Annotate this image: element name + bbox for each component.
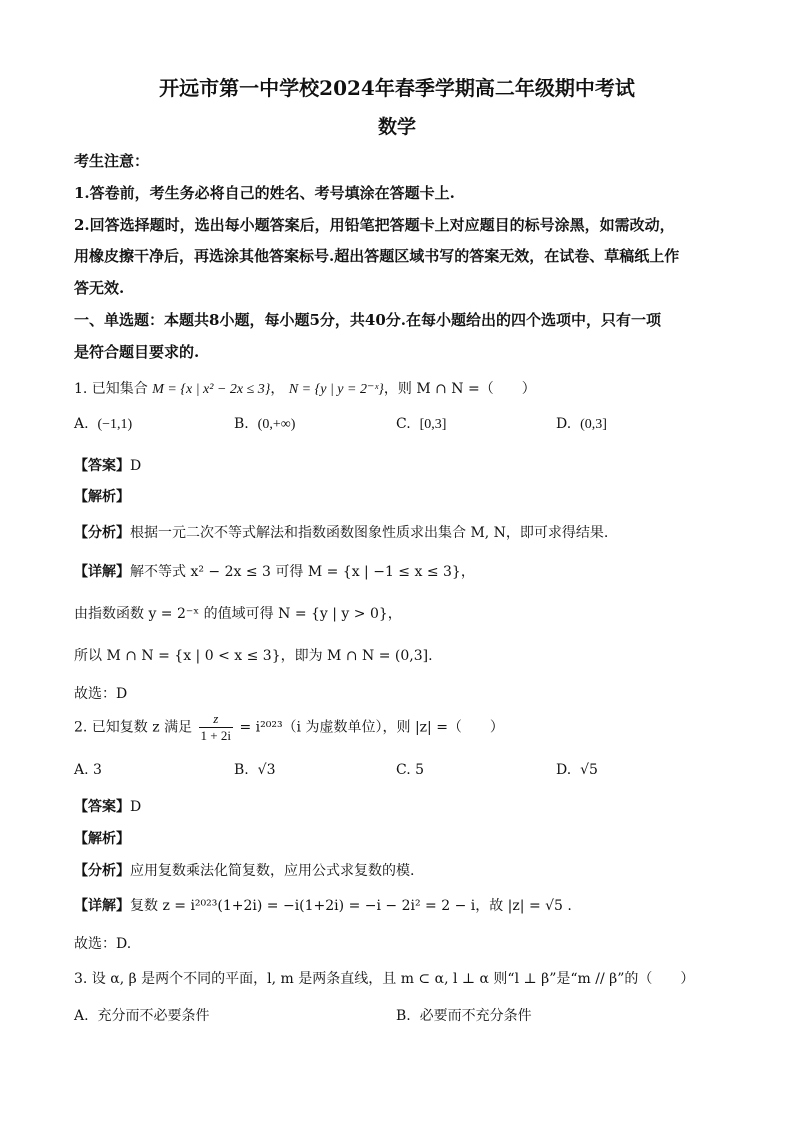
q3-option-b: B. 必要而不充分条件	[396, 1008, 532, 1024]
notice-item-2-line-1: 2.回答选择题时，选出每小题答案后，用铅笔把答题卡上对应题目的标号涂黑，如需改动，	[74, 216, 675, 234]
q1-option-a: A. (−1,1)	[74, 416, 133, 432]
q1-xiangjie-line-3: 所以 M ∩ N = {x | 0 < x ≤ 3}，即为 M ∩ N = (0,3].	[74, 648, 433, 664]
notice-item-1: 1.答卷前，考生务必将自己的姓名、考号填涂在答题卡上.	[74, 184, 455, 202]
q1-analysis-tag: 【解析】	[74, 489, 130, 505]
notice-item-2-line-2: 用橡皮擦干净后，再选涂其他答案标号.超出答题区域书写的答案无效，在试卷、草稿纸上作	[74, 247, 680, 265]
q1-xiangjie-line-1: 【详解】解不等式 x² − 2x ≤ 3 可得 M = {x | −1 ≤ x ≤ 3}，	[74, 564, 475, 580]
answer-tag: 【答案】	[74, 458, 130, 474]
q1-fenxi-line: 【分析】根据一元二次不等式解法和指数函数图象性质求出集合 M, N，即可求得结果.	[74, 525, 609, 541]
set-m: M = {x | x² − 2x ≤ 3}	[152, 382, 271, 397]
q1-option-c: C. [0,3]	[396, 416, 447, 432]
notice-item-2-line-3: 答无效.	[74, 279, 125, 297]
question-1-prefix: 1. 已知集合	[74, 381, 148, 397]
exam-title: 开远市第一中学校2024年春季学期高二年级期中考试	[159, 76, 635, 100]
q1-sep: ，	[270, 381, 285, 397]
q2-option-a: A. 3	[74, 762, 102, 778]
notice-heading: 考生注意：	[74, 152, 150, 170]
question-2-stem: 2. 已知复数 z 满足 $\frac{z}{1 + 2i}$ = i²⁰²³（i 为虚数单位），则 |z| =（ ）	[74, 711, 504, 743]
q3-option-a: A. 充分而不必要条件	[74, 1008, 210, 1024]
set-n: N = {y | y = 2⁻ˣ}	[288, 382, 384, 397]
q2-choose: 故选：D.	[74, 936, 132, 952]
q1-answer: D	[130, 458, 142, 474]
subject-title: 数学	[377, 116, 416, 138]
q2-answer-line: 【答案】D	[74, 799, 142, 815]
q1-option-d: D. (0,3]	[556, 416, 607, 432]
q1-xiangjie-line-2: 由指数函数 y = 2⁻ˣ 的值域可得 N = {y | y > 0}，	[74, 606, 402, 622]
q1-answer-line	[74, 455, 141, 475]
section-heading-line-1: 一、单选题：本题共8小题，每小题5分，共40分.在每小题给出的四个选项中，只有一项	[74, 311, 661, 329]
question-1-stem	[74, 378, 536, 398]
q2-fenxi-line: 【分析】应用复数乘法化简复数，应用公式求复数的模.	[74, 863, 415, 879]
question-3-stem: 3. 设 α, β 是两个不同的平面，l, m 是两条直线，且 m ⊂ α, l ⊥ α 则“l ⊥ β”是“m // β”的（ ）	[74, 971, 695, 987]
q2-fraction: $\frac{z}{1 + 2i}$	[200, 711, 231, 743]
q2-option-b: B. √3	[234, 762, 276, 778]
q2-analysis-tag: 【解析】	[74, 831, 130, 847]
q1-option-b: B. (0,+∞)	[234, 416, 296, 432]
q1-choose: 故选：D	[74, 686, 128, 702]
q2-xiangjie-line: 【详解】复数 z = i²⁰²³(1+2i) = −i(1+2i) = −i − 2i² = 2 − i，故 |z| = √5 .	[74, 898, 572, 914]
q2-option-d: D. √5	[556, 762, 598, 778]
q2-option-c: C. 5	[396, 762, 425, 778]
question-1-suffix: ，则 M ∩ N =（ ）	[383, 381, 536, 397]
section-heading-line-2: 是符合题目要求的.	[74, 343, 200, 361]
